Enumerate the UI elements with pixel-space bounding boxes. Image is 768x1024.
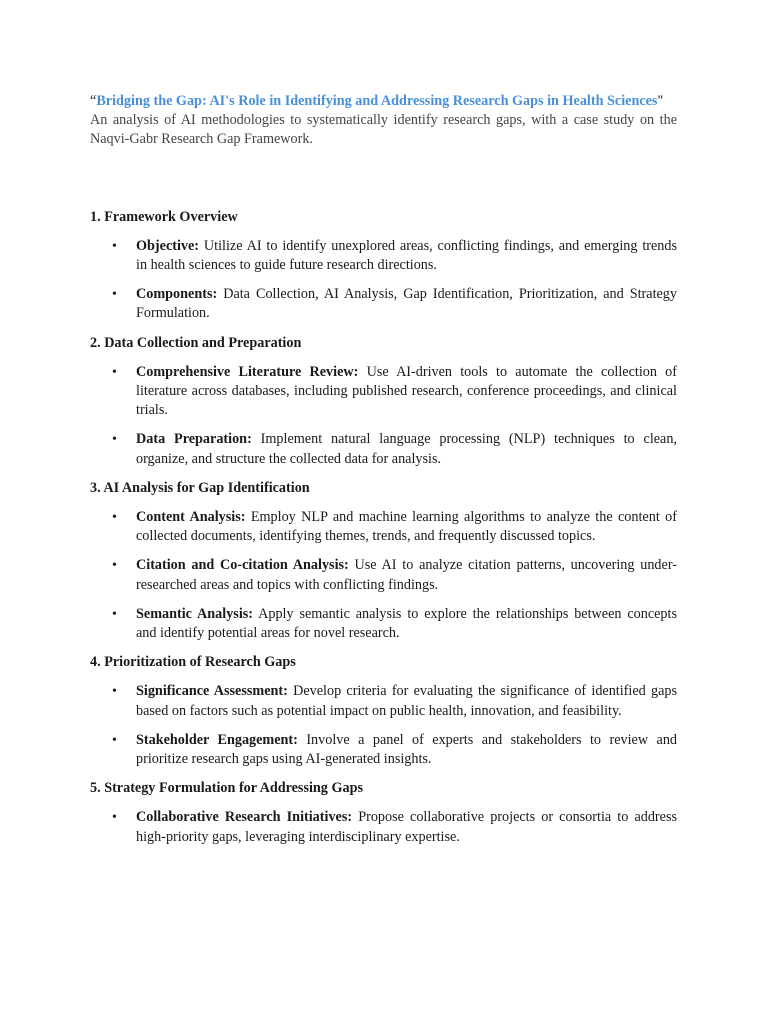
section-list-framework-overview: [90, 237, 677, 324]
bullet-icon: •: [112, 287, 117, 303]
item-term: Citation and Co-citation Analysis:: [136, 557, 349, 574]
item-term: Components:: [136, 286, 218, 303]
section-list-data-collection: [90, 363, 677, 469]
section-heading-data-collection: 2. Data Collection and Preparation: [90, 334, 302, 351]
sections-container: [90, 208, 677, 847]
section-list-prioritization: [90, 682, 677, 769]
section-list-strategy: [90, 808, 677, 846]
section-heading-strategy: 5. Strategy Formulation for Addressing Gaps: [90, 780, 363, 797]
list-item: [90, 808, 677, 846]
item-term: Data Preparation:: [136, 431, 252, 448]
item-term: Collaborative Research Initiatives:: [136, 809, 353, 826]
bullet-icon: •: [112, 606, 117, 622]
item-text: Involve a panel of experts and stakeholders to review and prioritize research gaps using AI-generated insights.: [136, 731, 678, 768]
item-term: Objective:: [136, 237, 200, 254]
title-close-quote: ": [657, 93, 664, 109]
bullet-icon: •: [112, 558, 117, 574]
document-title: [90, 92, 677, 111]
bullet-icon: •: [112, 364, 117, 380]
list-item: [90, 605, 677, 643]
bullet-icon: •: [112, 510, 117, 526]
list-item: [90, 682, 677, 720]
document-subtitle: An analysis of AI methodologies to systematically identify research gaps, with a case study on the Naqvi-Gabr Research Gap Framework.: [90, 112, 677, 148]
list-item: [90, 556, 677, 594]
item-text: Apply semantic analysis to explore the relationships between concepts and identify potential areas for novel research.: [136, 605, 677, 642]
section-heading-prioritization: 4. Prioritization of Research Gaps: [90, 654, 296, 671]
list-item: [90, 363, 677, 421]
item-text: Data Collection, AI Analysis, Gap Identification, Prioritization, and Strategy Formulation.: [136, 286, 677, 322]
list-item: [90, 237, 677, 275]
item-term: Stakeholder Engagement:: [136, 731, 298, 748]
bullet-icon: •: [112, 432, 117, 448]
item-text: Employ NLP and machine learning algorithms to analyze the content of collected documents, identifying themes, trends, and frequently discussed topics.: [136, 509, 677, 545]
bullet-icon: •: [112, 684, 117, 700]
item-text: Use AI to analyze citation patterns, uncovering under-researched areas and topics with conflicting findings.: [136, 557, 677, 593]
title-text: Bridging the Gap: AI's Role in Identifying and Addressing Research Gaps in Health Sciences: [96, 93, 658, 109]
item-term: Semantic Analysis:: [136, 605, 254, 622]
item-text: Use AI-driven tools to automate the collection of literature across databases, including published research, conference proceedings, and clinical trials.: [136, 363, 677, 419]
bullet-icon: •: [112, 810, 117, 826]
list-item: [90, 430, 677, 468]
section-heading-framework-overview: 1. Framework Overview: [90, 208, 238, 225]
bullet-icon: •: [112, 732, 117, 748]
section-heading-ai-analysis: 3. AI Analysis for Gap Identification: [90, 479, 310, 496]
item-text: Propose collaborative projects or consortia to address high-priority gaps, leveraging interdisciplinary expertise.: [136, 809, 677, 845]
bullet-icon: •: [112, 238, 117, 254]
item-text: Implement natural language processing (NLP) techniques to clean, organize, and structure the collected data for analysis.: [136, 431, 677, 467]
item-term: Content Analysis:: [136, 509, 246, 526]
item-term: Significance Assessment:: [136, 683, 288, 700]
item-text: Develop criteria for evaluating the significance of identified gaps based on factors such as potential impact on public health, innovation, and feasibility.: [136, 683, 677, 719]
list-item: [90, 731, 677, 769]
list-item: [90, 508, 677, 546]
item-term: Comprehensive Literature Review:: [136, 363, 359, 380]
section-list-ai-analysis: [90, 508, 677, 643]
title-open-quote: “: [90, 93, 97, 109]
list-item: [90, 285, 677, 323]
document-page: [90, 92, 677, 857]
item-text: Utilize AI to identify unexplored areas, conflicting findings, and emerging trends in health sciences to guide future research directions.: [136, 237, 677, 274]
